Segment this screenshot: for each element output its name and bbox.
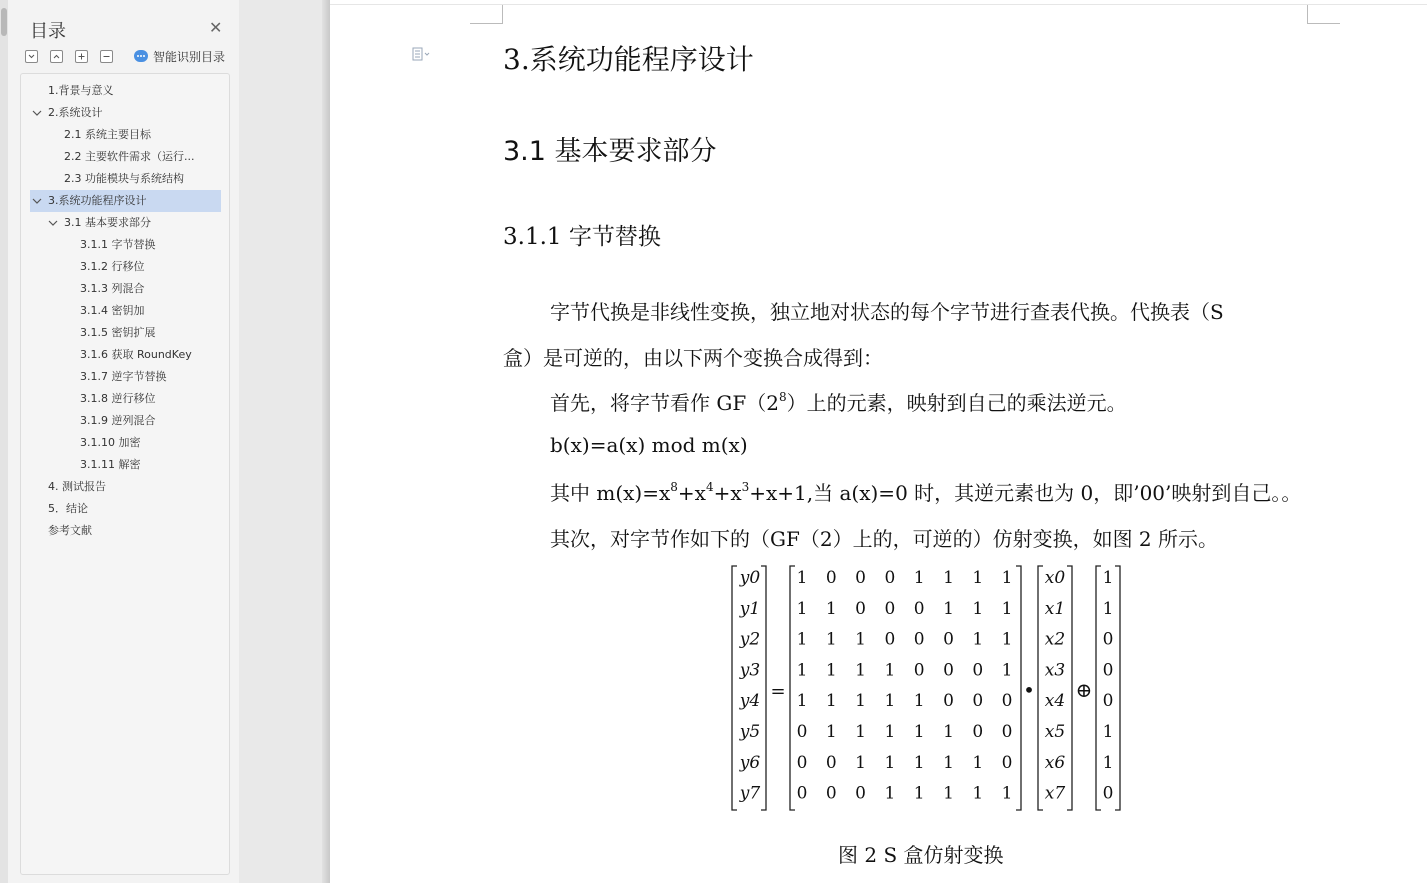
matrix-entry: 0 — [972, 691, 984, 712]
matrix-entry: 1 — [913, 568, 925, 588]
matrix-entry: 1 — [855, 691, 867, 712]
matrix-entry: 0 — [884, 598, 896, 619]
toc-item[interactable] — [30, 80, 221, 102]
matrix-entry: 0 — [913, 629, 925, 650]
y-vector-entry: y6 — [739, 752, 761, 773]
x-vector-entry: x2 — [1044, 629, 1066, 650]
matrix-entry: 0 — [825, 568, 837, 588]
toc-item[interactable] — [30, 498, 221, 520]
matrix-entry: 0 — [1001, 722, 1013, 742]
matrix-entry: 0 — [884, 568, 896, 588]
matrix-entry: 1 — [1001, 598, 1013, 619]
c-vector-entry: 1 — [1102, 752, 1114, 773]
matrix-entry: 1 — [825, 660, 837, 681]
paragraph-5: 其次，对字节作如下的（GF（2）上的，可逆的）仿射变换，如图 2 所示。 — [550, 527, 1219, 551]
y-vector-entry: y0 — [739, 568, 761, 588]
p2-sup: 8 — [778, 390, 787, 404]
smart-toc-label: 智能识别目录 — [153, 49, 226, 64]
x-vector-entry: x3 — [1044, 660, 1066, 681]
matrix-entry: 0 — [796, 752, 808, 773]
toc-item[interactable] — [30, 520, 221, 542]
matrix-entry: 1 — [943, 722, 954, 742]
toc-item[interactable] — [30, 388, 221, 410]
chevron-down-icon[interactable] — [30, 106, 44, 120]
collapse-all-icon[interactable] — [25, 50, 38, 63]
matrix-entry: 0 — [913, 598, 925, 619]
matrix-entry: 1 — [943, 752, 954, 773]
paragraph-menu-icon[interactable] — [412, 47, 430, 61]
sbox-affine-matrix-figure — [730, 565, 1130, 815]
matrix-entry: 1 — [884, 752, 896, 773]
toc-item-label: 2.系统设计 — [48, 106, 103, 119]
matrix-entry: 0 — [1001, 691, 1013, 712]
toc-item-label: 3.1.8 逆行移位 — [80, 392, 156, 405]
toc-item[interactable] — [30, 344, 221, 366]
matrix-entry: 1 — [825, 691, 837, 712]
matrix-entry: 0 — [943, 660, 954, 681]
y-vector-entry: y2 — [739, 629, 761, 650]
figure-caption: 图 2 S 盒仿射变换 — [838, 843, 1004, 867]
matrix-entry: 0 — [855, 783, 867, 804]
toc-item-label: 4. 测试报告 — [48, 480, 106, 493]
p4-sup-2: 4 — [705, 480, 714, 494]
crop-mark-right — [1307, 5, 1340, 24]
matrix-entry: 1 — [972, 568, 984, 588]
matrix-entry: 1 — [913, 691, 925, 712]
y-vector-entry: y3 — [739, 660, 761, 681]
y-vector-entry: y4 — [739, 691, 761, 712]
xor-operator: ⊕ — [1075, 678, 1093, 702]
toc-item[interactable] — [30, 124, 221, 146]
toc-item-label: 3.1.11 解密 — [80, 458, 141, 471]
matrix-entry: 1 — [796, 660, 808, 681]
p4-text-d: +x+1,当 a(x)=0 时，其逆元素也为 0，即’00’映射到自己。。 — [749, 481, 1302, 505]
dot-operator: • — [1023, 678, 1035, 702]
matrix-entry: 0 — [855, 598, 867, 619]
matrix-entry: 1 — [972, 598, 984, 619]
x-vector-entry: x0 — [1044, 568, 1066, 588]
p4-text-b: +x — [677, 481, 706, 505]
close-icon[interactable]: ✕ — [209, 18, 223, 37]
x-vector-entry: x4 — [1044, 691, 1066, 712]
toc-item[interactable] — [30, 410, 221, 432]
scroll-handle[interactable] — [1, 8, 7, 36]
c-vector-entry: 1 — [1102, 568, 1114, 588]
matrix-entry: 0 — [796, 722, 808, 742]
matrix-bracket — [790, 566, 1021, 810]
x-vector-entry: x6 — [1044, 752, 1066, 773]
toc-item-label: 3.1.10 加密 — [80, 436, 141, 449]
p4-text-c: +x — [713, 481, 742, 505]
c-vector-entry: 0 — [1102, 660, 1114, 681]
c-vector-entry: 1 — [1102, 722, 1114, 742]
matrix-entry: 1 — [972, 752, 984, 773]
matrix-entry: 1 — [855, 660, 867, 681]
matrix-entry: 0 — [825, 752, 837, 773]
toc-title: 目录 — [30, 21, 66, 42]
matrix-entry: 1 — [884, 691, 896, 712]
matrix-entry: 0 — [943, 691, 954, 712]
document-page[interactable] — [330, 0, 1427, 883]
paragraph-1: 字节代换是非线性变换，独立地对状态的每个字节进行查表代换。代换表（S — [550, 300, 1224, 324]
toc-item[interactable] — [30, 212, 221, 234]
matrix-entry: 0 — [796, 783, 808, 804]
matrix-entry: 1 — [1001, 783, 1013, 804]
toc-list — [20, 73, 230, 875]
crop-mark-left — [470, 5, 503, 24]
paragraph-2 — [550, 387, 1127, 416]
matrix-entry: 1 — [884, 660, 896, 681]
paragraph-4 — [550, 477, 1301, 506]
y-vector-entry: y5 — [739, 722, 761, 742]
toc-item-label: 3.1.7 逆字节替换 — [80, 370, 167, 383]
x-vector-entry: x5 — [1044, 722, 1066, 742]
toc-item[interactable] — [30, 278, 221, 300]
y-vector-entry: y1 — [739, 598, 761, 619]
toc-item-label: 5．结论 — [48, 502, 88, 515]
p2-text-b: ）上的元素，映射到自己的乘法逆元。 — [786, 391, 1127, 415]
toc-item[interactable] — [30, 432, 221, 454]
c-vector-entry: 0 — [1102, 691, 1114, 712]
left-edge-strip — [0, 0, 8, 883]
matrix-entry: 0 — [972, 660, 984, 681]
toc-item-label: 3.1.5 密钥扩展 — [80, 326, 156, 339]
smart-ai-icon — [134, 50, 148, 62]
formula-line: b(x)=a(x) mod m(x) — [550, 433, 748, 457]
toc-item[interactable] — [30, 146, 221, 168]
y-vector-entry: y7 — [739, 783, 761, 804]
matrix-entry: 1 — [1001, 568, 1013, 588]
heading-2: 3.1 基本要求部分 — [503, 136, 717, 167]
toc-item[interactable] — [30, 300, 221, 322]
toc-item[interactable] — [30, 366, 221, 388]
matrix-entry: 1 — [913, 722, 925, 742]
toc-item[interactable] — [30, 168, 221, 190]
matrix-entry: 1 — [796, 598, 808, 619]
p2-text-a: 首先，将字节看作 GF（2 — [550, 391, 779, 415]
matrix-entry: 1 — [855, 752, 867, 773]
toc-item-label: 参考文献 — [48, 524, 92, 537]
matrix-entry: 1 — [796, 691, 808, 712]
matrix-entry: 1 — [825, 629, 837, 650]
matrix-entry: 1 — [884, 783, 896, 804]
matrix-entry: 1 — [825, 598, 837, 619]
matrix-entry: 1 — [1001, 660, 1013, 681]
toc-toolbar — [25, 48, 225, 64]
matrix-entry: 1 — [1001, 629, 1013, 650]
matrix-entry: 0 — [855, 568, 867, 588]
p4-sup-1: 8 — [670, 480, 678, 494]
toc-item-label: 3.1.2 行移位 — [80, 260, 145, 273]
matrix-entry: 1 — [913, 783, 925, 804]
toc-item[interactable] — [30, 322, 221, 344]
matrix-entry: 1 — [796, 629, 808, 650]
toc-item[interactable] — [30, 476, 221, 498]
toc-item-label: 3.1.4 密钥加 — [80, 304, 145, 317]
smart-toc-button[interactable] — [134, 48, 225, 65]
matrix-entry: 1 — [972, 629, 984, 650]
toc-item[interactable] — [30, 234, 221, 256]
toc-item-label: 3.1.9 逆列混合 — [80, 414, 156, 427]
matrix-entry: 1 — [855, 722, 867, 742]
matrix-entry: 1 — [943, 598, 954, 619]
toc-item-label: 2.3 功能模块与系统结构 — [64, 172, 184, 185]
matrix-entry: 1 — [943, 568, 954, 588]
x-vector-entry: x1 — [1044, 598, 1066, 619]
toc-item[interactable] — [30, 102, 221, 124]
x-vector-entry: x7 — [1044, 783, 1066, 804]
matrix-entry: 1 — [913, 752, 925, 773]
matrix-entry: 1 — [825, 722, 837, 742]
toc-panel — [8, 0, 239, 883]
matrix-entry: 0 — [884, 629, 896, 650]
matrix-entry: 0 — [943, 629, 954, 650]
panel-gap — [239, 0, 329, 883]
toc-item[interactable] — [30, 190, 221, 212]
expand-all-icon[interactable] — [50, 50, 63, 63]
remove-icon[interactable] — [100, 50, 113, 63]
p4-text-a: 其中 m(x)=x — [550, 481, 671, 505]
matrix-entry: 0 — [1001, 752, 1013, 773]
chevron-down-icon[interactable] — [30, 194, 44, 208]
add-icon[interactable] — [75, 50, 88, 63]
matrix-entry: 0 — [913, 660, 925, 681]
toc-item-label: 3.1.3 列混合 — [80, 282, 145, 295]
toc-item-label: 3.1.1 字节替换 — [80, 238, 156, 251]
matrix-entry: 0 — [972, 722, 984, 742]
chevron-down-icon[interactable] — [46, 216, 60, 230]
toc-item[interactable] — [30, 454, 221, 476]
toc-item-label: 2.2 主要软件需求（运行... — [64, 150, 195, 163]
toc-item[interactable] — [30, 256, 221, 278]
toc-item-label: 2.1 系统主要目标 — [64, 128, 151, 141]
matrix-entry: 1 — [943, 783, 954, 804]
matrix-entry: 1 — [884, 722, 896, 742]
matrix-entry: 1 — [796, 568, 808, 588]
paragraph-1-cont: 盒）是可逆的，由以下两个变换合成得到： — [503, 346, 883, 370]
matrix-entry: 0 — [825, 783, 837, 804]
heading-3: 3.1.1 字节替换 — [503, 224, 661, 250]
page-shadow — [322, 0, 330, 883]
p4-sup-3: 3 — [741, 480, 750, 494]
toc-item-label: 3.1.6 获取 RoundKey — [80, 348, 192, 361]
c-vector-entry: 1 — [1102, 598, 1114, 619]
toc-item-label: 3.1 基本要求部分 — [64, 216, 151, 229]
toc-item-label: 1.背景与意义 — [48, 84, 114, 97]
matrix-entry: 1 — [972, 783, 984, 804]
equals-sign: = — [770, 681, 786, 702]
c-vector-entry: 0 — [1102, 783, 1114, 804]
c-vector-entry: 0 — [1102, 629, 1114, 650]
toc-item-label: 3.系统功能程序设计 — [48, 194, 147, 207]
heading-1: 3.系统功能程序设计 — [503, 43, 754, 76]
matrix-entry: 1 — [855, 629, 867, 650]
